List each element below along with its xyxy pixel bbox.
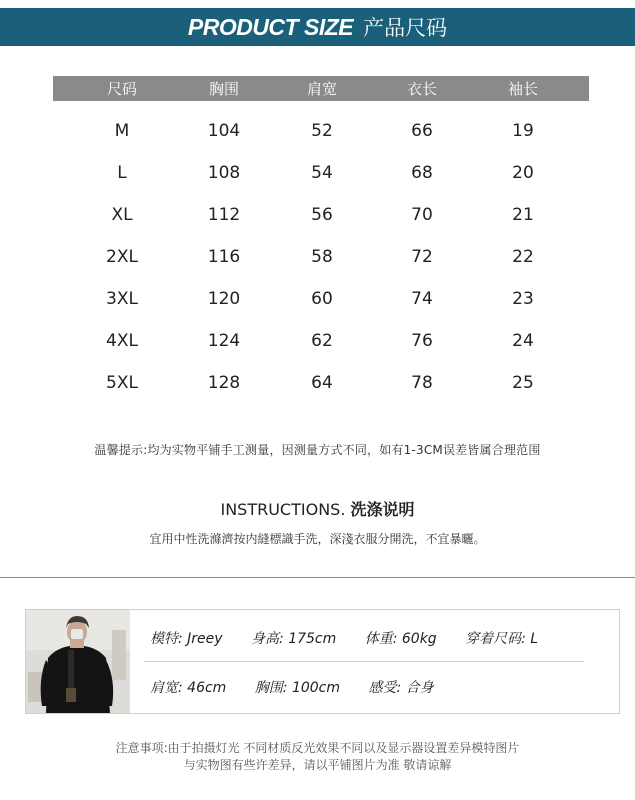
cell-shoulder: 58 — [311, 247, 333, 267]
header-sleeve: 袖长 — [507, 80, 538, 98]
cell-sleeve: 24 — [512, 331, 534, 351]
cell-size: 2XL — [106, 247, 138, 267]
cell-sleeve: 21 — [512, 205, 534, 225]
cell-shoulder: 60 — [311, 289, 333, 309]
banner-title-cn: 产品尺码 — [363, 16, 448, 40]
table-row — [53, 236, 589, 278]
model-fit: 感受: 合身 — [368, 680, 434, 696]
cell-shoulder: 64 — [311, 373, 333, 393]
model-name: 模特: Jreey — [150, 631, 223, 647]
notice — [0, 740, 635, 774]
cell-shoulder: 52 — [311, 121, 333, 141]
cell-shoulder: 56 — [311, 205, 333, 225]
cell-length: 68 — [411, 163, 433, 183]
model-info-line1 — [150, 628, 562, 648]
header-shoulder: 肩宽 — [306, 80, 337, 98]
measurement-tip: 温馨提示:均为实物平铺手工测量，因测量方式不同，如有1-3CM误差皆属合理范围 — [94, 443, 541, 457]
size-table — [53, 76, 589, 404]
cell-sleeve: 20 — [512, 163, 534, 183]
header-length: 衣长 — [406, 80, 437, 98]
cell-chest: 112 — [207, 205, 241, 225]
header-chest: 胸围 — [208, 80, 239, 98]
cell-length: 74 — [411, 289, 433, 309]
size-table-header — [53, 76, 589, 101]
model-info-line2 — [150, 677, 458, 697]
cell-chest: 128 — [207, 373, 241, 393]
model-height: 身高: 175cm — [251, 631, 337, 647]
instructions-text: 宜用中性洗滌濟按内縫標識手洗，深淺衣服分開洗，不宜暴曬。 — [149, 532, 486, 546]
header-size: 尺码 — [106, 80, 137, 98]
title-banner — [0, 8, 635, 46]
notice-line2: 与实物图有些许差异，请以平铺图片为准 敬请谅解 — [183, 758, 452, 772]
cell-sleeve: 22 — [512, 247, 534, 267]
model-weight: 体重: 60kg — [364, 631, 437, 647]
cell-sleeve: 25 — [512, 373, 534, 393]
cell-size: M — [114, 121, 130, 141]
cell-shoulder: 54 — [311, 163, 333, 183]
cell-chest: 116 — [207, 247, 241, 267]
instructions-title-en: INSTRUCTIONS. — [220, 500, 346, 519]
cell-size: 4XL — [106, 331, 138, 351]
cell-size: L — [117, 163, 127, 183]
instructions-title-cn: 洗涤说明 — [350, 500, 415, 519]
table-row — [53, 278, 589, 320]
cell-shoulder: 62 — [311, 331, 333, 351]
model-size: 穿着尺码: L — [465, 631, 539, 647]
cell-size: 5XL — [106, 373, 138, 393]
instructions-title — [0, 497, 635, 520]
cell-length: 76 — [411, 331, 433, 351]
table-row — [53, 362, 589, 404]
cell-length: 72 — [411, 247, 433, 267]
table-row — [53, 194, 589, 236]
table-row — [53, 110, 589, 152]
section-divider — [0, 577, 635, 578]
cell-length: 66 — [411, 121, 433, 141]
cell-chest: 108 — [207, 163, 241, 183]
cell-length: 70 — [411, 205, 433, 225]
notice-line1: 注意事项:由于拍摄灯光 不同材质反光效果不同以及显示器设置差异模特图片 — [115, 741, 520, 755]
model-info-divider — [144, 661, 584, 662]
cell-size: 3XL — [106, 289, 138, 309]
cell-length: 78 — [411, 373, 433, 393]
model-shoulder: 肩宽: 46cm — [150, 680, 227, 696]
cell-size: XL — [111, 205, 133, 225]
model-photo — [26, 610, 130, 713]
size-table-body — [53, 110, 589, 404]
banner-title-en: PRODUCT SIZE — [187, 13, 354, 40]
cell-chest: 124 — [207, 331, 241, 351]
table-row — [53, 152, 589, 194]
cell-chest: 104 — [207, 121, 241, 141]
cell-chest: 120 — [207, 289, 241, 309]
model-chest: 胸围: 100cm — [254, 680, 341, 696]
cell-sleeve: 23 — [512, 289, 534, 309]
cell-sleeve: 19 — [512, 121, 534, 141]
model-info-card — [25, 609, 620, 714]
table-row — [53, 320, 589, 362]
